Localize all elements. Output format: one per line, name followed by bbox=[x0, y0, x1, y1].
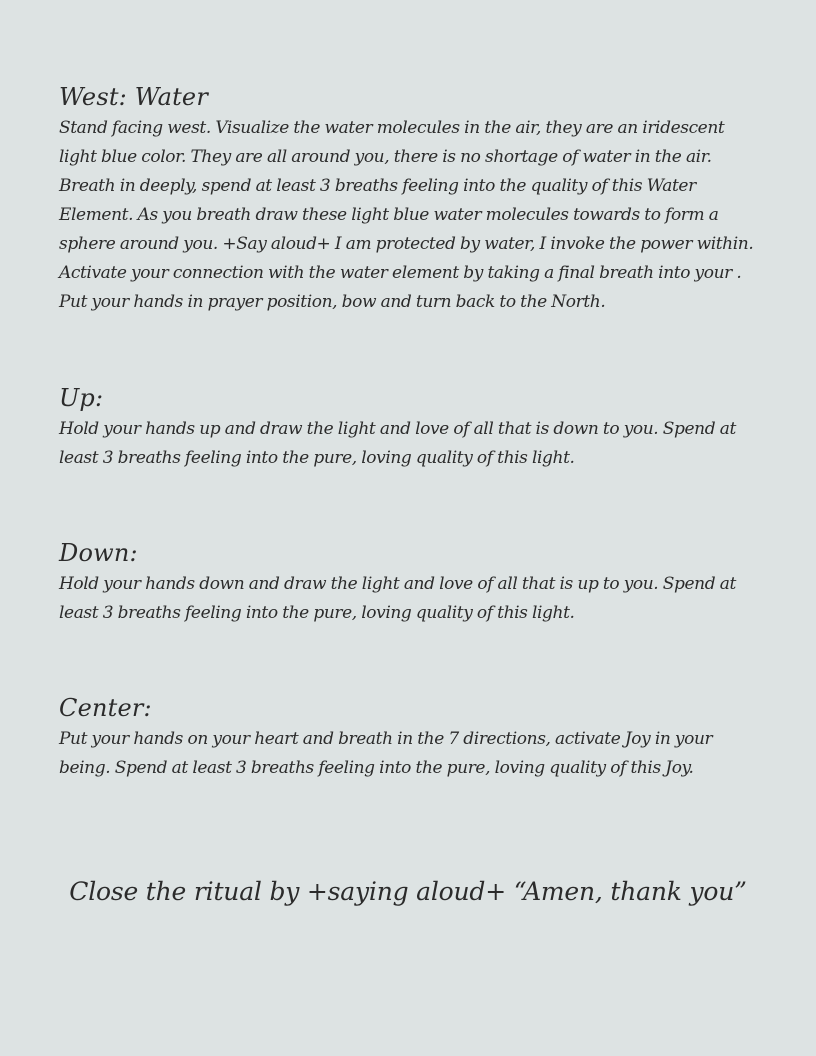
section-west-water bbox=[59, 82, 764, 317]
section-body: Put your hands on your heart and breath in the 7 directions, activate Joy in your being. Spend at least 3 breaths feeling into the pure, loving quality of this Joy. bbox=[59, 729, 713, 778]
section-center bbox=[59, 693, 764, 783]
closing-line: Close the ritual by +saying aloud+ “Amen, thank you” bbox=[69, 877, 747, 906]
section-up bbox=[59, 383, 764, 473]
section-body: Hold your hands up and draw the light and love of all that is down to you. Spend at least 3 breaths feeling into the pure, loving quality of this light. bbox=[59, 419, 736, 468]
section-heading: Center: bbox=[59, 694, 152, 722]
section-heading: West: Water bbox=[59, 83, 209, 111]
section-down bbox=[59, 538, 764, 628]
section-body: Stand facing west. Visualize the water molecules in the air, they are an iridescent light blue color. They are all around you, there is no shortage of water in the air. Breath in deeply, spend at least 3 breaths feeling into the quality of this Water Element. As you breath draw these light blue water molecules towards to form a sphere around you. +Say aloud+ I am protected by water, I invoke the power within. Activate your connection with the water element by taking a final breath into your . Put your hands in prayer position, bow and turn back to the North. bbox=[59, 118, 754, 312]
section-body: Hold your hands down and draw the light and love of all that is up to you. Spend at least 3 breaths feeling into the pure, loving quality of this light. bbox=[59, 574, 736, 623]
section-heading: Down: bbox=[59, 539, 138, 567]
section-heading: Up: bbox=[59, 384, 104, 412]
